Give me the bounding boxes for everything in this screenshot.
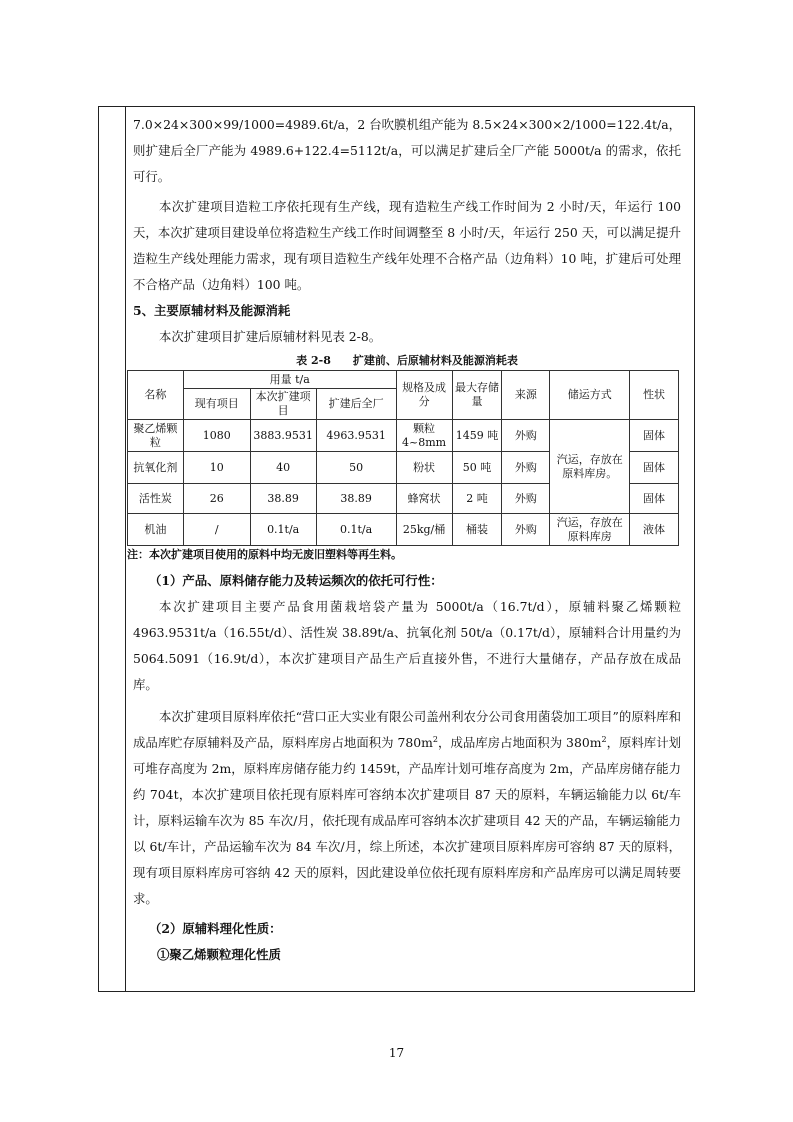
cell-storage-merged: 汽运，存放在原料库房。 [550,420,630,514]
cell-after: 0.1t/a [316,514,396,546]
cell-state: 固体 [630,484,679,514]
header-existing: 现有项目 [183,389,250,420]
header-source: 来源 [502,371,550,420]
header-storage: 储运方式 [550,371,630,420]
paragraph: 7.0×24×300×99/1000=4989.6t/a，2 台吹膜机组产能为 8.5×24×300×2/1000=122.4t/a，则扩建后全厂产能为 4989.6+122.4=5112t/a，可以满足扩建后全厂产能 5000t/a 的需求，依托可行。 [133,117,681,184]
cell-expansion: 0.1t/a [250,514,316,546]
cell-state: 固体 [630,420,679,452]
header-max-storage: 最大存储量 [452,371,502,420]
cell-storage: 汽运，存放在原料库房 [550,514,630,546]
paragraph: 本次扩建项目原料库依托“营口正大实业有限公司盖州利农分公司食用菌袋加工项目”的原料库和成品库贮存原辅料及产品，原料库房占地面积为 $780m^2$，成品库房占地面积为 $380m^2$，原料库计划可堆存高度为 2m，原料库房储存能力约 1459t，产品库计划可堆存高度为 2m，产品库房储存能力约 704t，本次扩建项目依托现有原料库可容纳本次扩建项目 87 天的原料，车辆运输能力以 6t/车计，原料运输车次为 85 车次/月，依托现有成品库可容纳本次扩建项目 42 天的产品，车辆运输能力以 6t/车计，产品运输车次为 84 车次/月，综上所述，本次扩建项目原料库房可容纳 87 天的原料，现有项目原料库房可容纳 42 天的原料，因此建设单位依托现有原料库房和产品库房可以满足周转要求。 [133,709,682,906]
table-caption: 表 2-8 扩建前、后原辅材料及能源消耗表 [296,354,518,367]
cell-expansion: 40 [250,452,316,484]
cell-after: 38.89 [316,484,396,514]
page-number: 17 [388,1046,405,1060]
cell-spec: 25kg/桶 [396,514,452,546]
cell-name: 机油 [128,514,184,546]
cell-name: 活性炭 [128,484,184,514]
cell-after: 50 [316,452,396,484]
cell-source: 外购 [502,484,550,514]
paragraph: 本次扩建项目扩建后原辅材料见表 2-8。 [159,329,382,344]
cell-expansion: 38.89 [250,484,316,514]
cell-existing: / [183,514,250,546]
cell-state: 液体 [630,514,679,546]
cell-existing: 26 [183,484,250,514]
sub-heading: （2）原辅料理化性质： [149,921,282,936]
cell-name: 抗氧化剂 [128,452,184,484]
cell-source: 外购 [502,514,550,546]
cell-existing: 10 [183,452,250,484]
header-expansion: 本次扩建项目 [250,389,316,420]
paragraph: 本次扩建项目主要产品食用菌栽培袋产量为 5000t/a（16.7t/d），原辅料聚乙烯颗粒 4963.9531t/a（16.55t/d）、活性炭 38.89t/a、抗氧化剂 50t/a（0.17t/d），原辅料合计用量约为 5064.5091（16.9t/d），本次扩建项目产品生产后直接外售，不进行大量储存，产品存放在成品库。 [133,599,681,692]
left-column-rule [125,107,126,991]
table-row [128,514,679,546]
cell-spec: 蜂窝状 [396,484,452,514]
sub-heading: （1）产品、原料储存能力及转运频次的依托可行性： [149,573,443,588]
header-spec: 规格及成分 [396,371,452,420]
table-row [128,420,679,452]
table-note: 注：本次扩建项目使用的原料中均无废旧塑料等再生料。 [127,548,402,561]
cell-source: 外购 [502,452,550,484]
cell-max-storage: 1459 吨 [452,420,502,452]
cell-spec: 颗粒 4~8mm [396,420,452,452]
document-body [127,112,682,968]
section-heading: 5、主要原辅材料及能源消耗 [133,303,291,318]
cell-existing: 1080 [183,420,250,452]
superscript: 2 [601,734,607,744]
cell-state: 固体 [630,452,679,484]
cell-max-storage: 2 吨 [452,484,502,514]
cell-max-storage: 50 吨 [452,452,502,484]
paragraph: 本次扩建项目造粒工序依托现有生产线，现有造粒生产线工作时间为 2 小时/天，年运行 100 天，本次扩建项目建设单位将造粒生产线工作时间调整至 8 小时/天，年运行 250 天，可以满足提升造粒生产线处理能力需求，现有项目造粒生产线年处理不合格产品（边角料）10 吨，扩建后可处理不合格产品（边角料）100 吨。 [133,199,681,292]
sub-heading: ①聚乙烯颗粒理化性质 [157,947,281,962]
header-name: 名称 [128,371,184,420]
cell-expansion: 3883.9531 [250,420,316,452]
cell-spec: 粉状 [396,452,452,484]
cell-max-storage: 桶装 [452,514,502,546]
superscript: 2 [432,734,439,744]
header-after: 扩建后全厂 [316,389,396,420]
cell-after: 4963.9531 [316,420,396,452]
header-usage: 用量 t/a [183,371,396,389]
cell-source: 外购 [502,420,550,452]
materials-table [127,370,679,546]
cell-name: 聚乙烯颗粒 [128,420,184,452]
header-state: 性状 [630,371,679,420]
